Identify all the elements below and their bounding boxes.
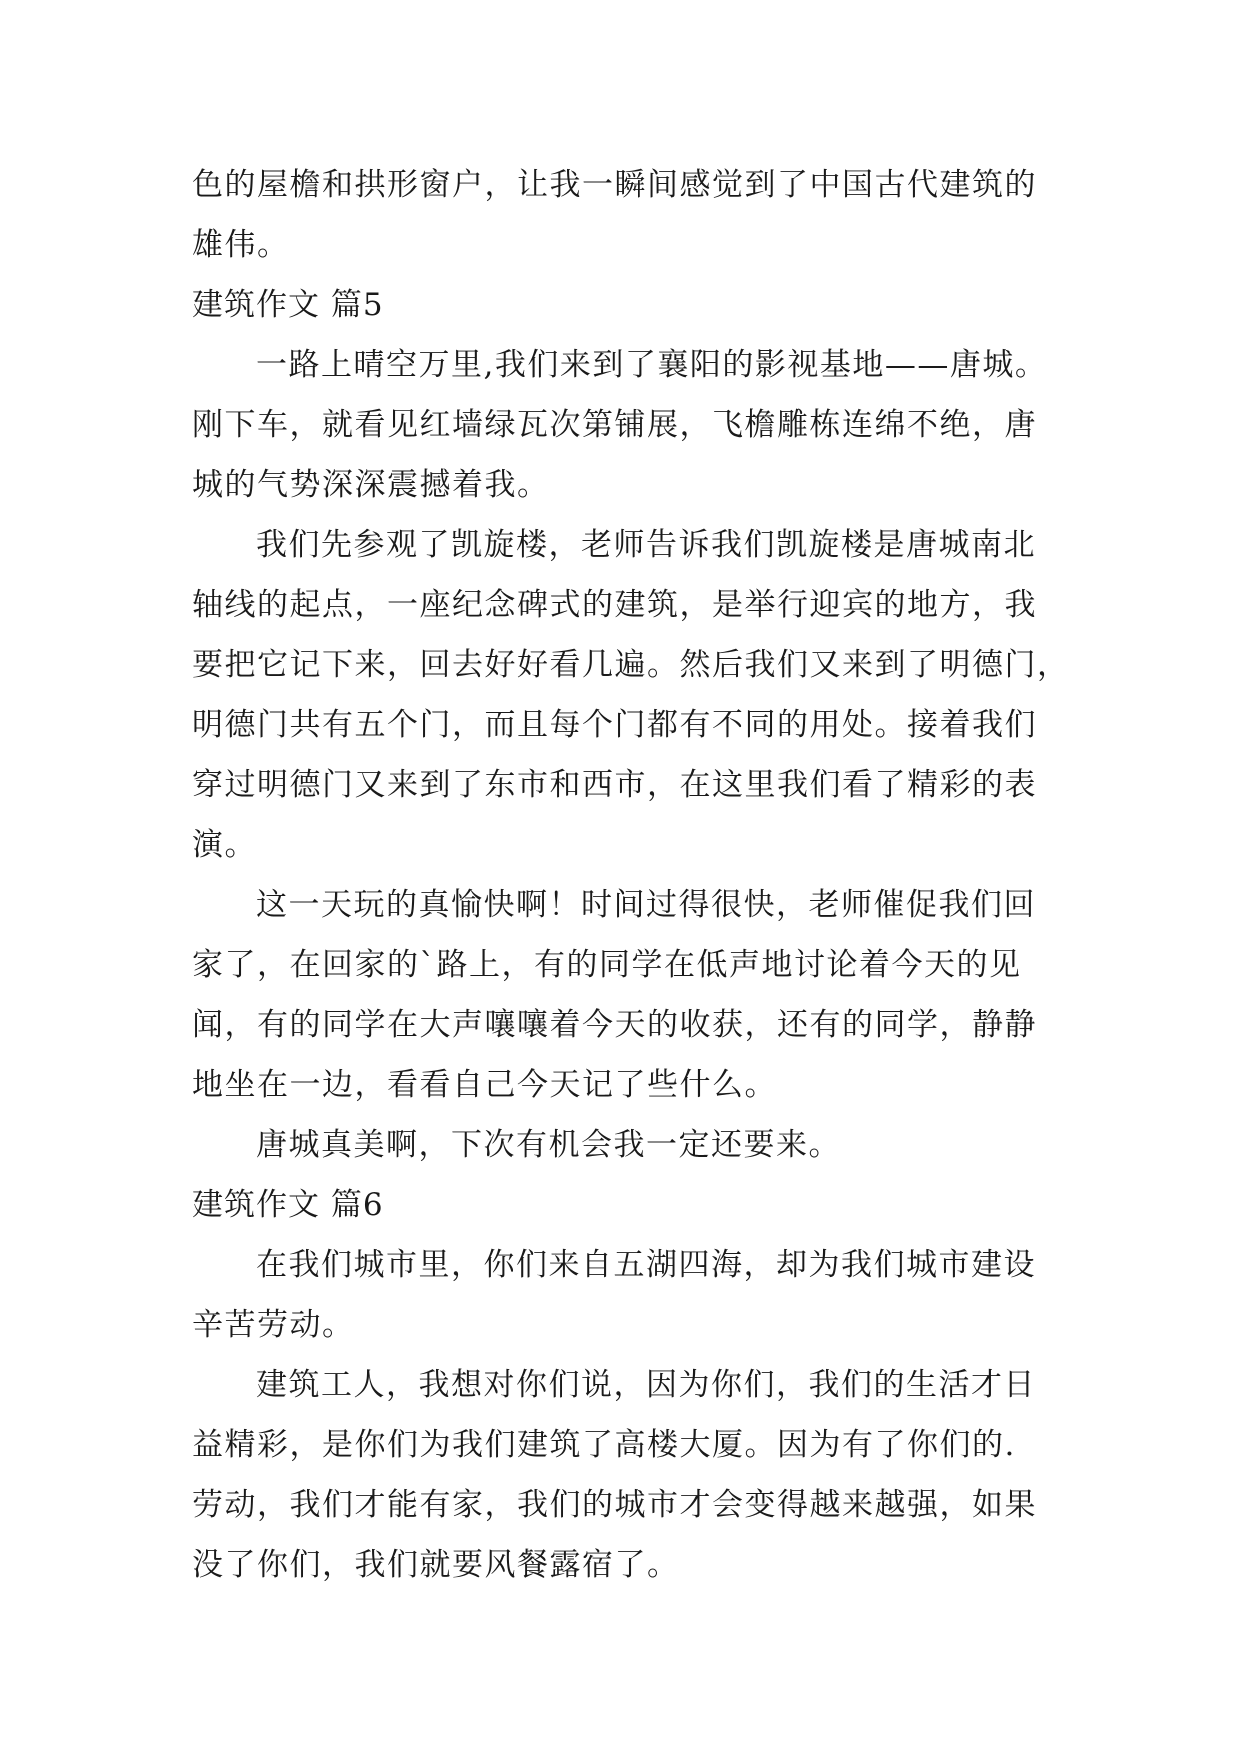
text-line: 闻，有的同学在大声嚷嚷着今天的收获，还有的同学，静静: [192, 1007, 1037, 1043]
paragraph-start: 在我们城市里，你们来自五湖四海，却为我们城市建设: [256, 1247, 1036, 1283]
article-body: [192, 155, 1070, 1595]
text-line: 没了你们，我们就要风餐露宿了。: [192, 1547, 680, 1583]
text-line: 辛苦劳动。: [192, 1307, 355, 1343]
text-line: 雄伟。: [192, 227, 290, 263]
text-line: 劳动，我们才能有家，我们的城市才会变得越来越强，如果: [192, 1487, 1037, 1523]
paragraph-start: 这一天玩的真愉快啊！时间过得很快，老师催促我们回: [256, 887, 1036, 923]
paragraph-start: 一路上晴空万里,我们来到了襄阳的影视基地——唐城。: [256, 347, 1048, 383]
text-line: 城的气势深深震撼着我。: [192, 467, 550, 503]
paragraph-start: 我们先参观了凯旋楼，老师告诉我们凯旋楼是唐城南北: [256, 527, 1036, 563]
text-line: 益精彩，是你们为我们建筑了高楼大厦。因为有了你们的.: [192, 1427, 1016, 1463]
paragraph-start: 唐城真美啊，下次有机会我一定还要来。: [256, 1127, 841, 1163]
text-line: 演。: [192, 827, 257, 863]
text-line: 刚下车，就看见红墙绿瓦次第铺展，飞檐雕栋连绵不绝，唐: [192, 407, 1037, 443]
text-line: 地坐在一边，看看自己今天记了些什么。: [192, 1067, 777, 1103]
paragraph-start: 建筑工人，我想对你们说，因为你们，我们的生活才日: [256, 1367, 1036, 1403]
text-line: 色的屋檐和拱形窗户，让我一瞬间感觉到了中国古代建筑的: [192, 167, 1037, 203]
text-line: 要把它记下来，回去好好看几遍。然后我们又来到了明德门，: [192, 647, 1070, 683]
text-line: 轴线的起点，一座纪念碑式的建筑，是举行迎宾的地方，我: [192, 587, 1037, 623]
text-line: 家了，在回家的`路上，有的同学在低声地讨论着今天的见: [192, 947, 1022, 983]
section-heading-6: 建筑作文 篇6: [192, 1187, 384, 1223]
section-heading-5: 建筑作文 篇5: [192, 287, 384, 323]
text-line: 穿过明德门又来到了东市和西市，在这里我们看了精彩的表: [192, 767, 1037, 803]
text-line: 明德门共有五个门，而且每个门都有不同的用处。接着我们: [192, 707, 1037, 743]
